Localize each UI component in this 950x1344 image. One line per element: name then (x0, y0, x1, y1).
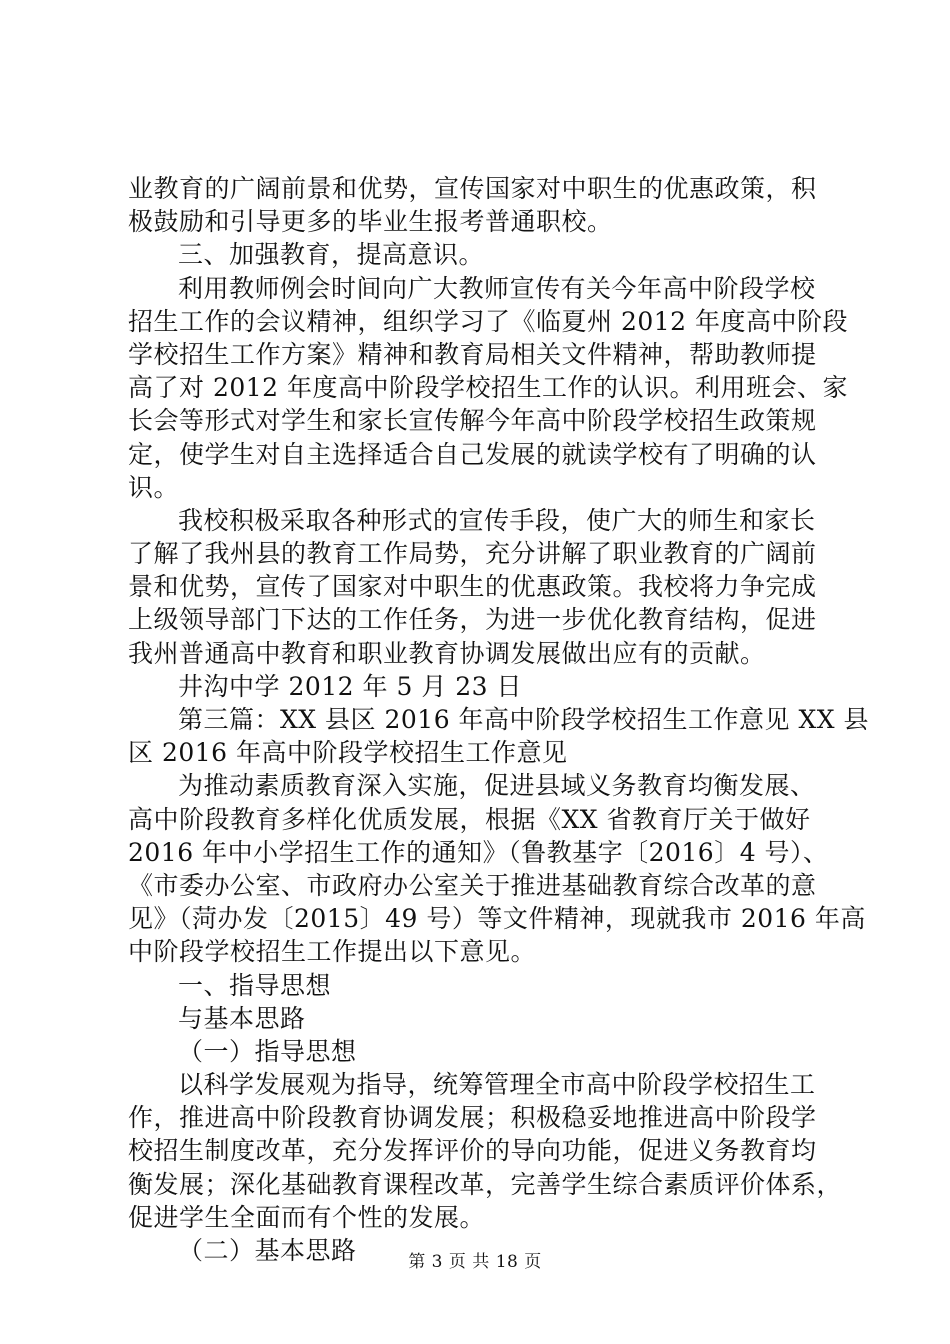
text-line: 校招生制度改革，充分发挥评价的导向功能，促进义务教育均 (128, 1136, 817, 1166)
text-line: 了解了我州县的教育工作局势，充分讲解了职业教育的广阔前 (128, 539, 817, 569)
text-line: 利用教师例会时间向广大教师宣传有关今年高中阶段学校 (178, 273, 816, 303)
text-line: 作，推进高中阶段教育协调发展；积极稳妥地推进高中阶段学 (128, 1103, 817, 1133)
text-line: 高中阶段教育多样化优质发展，根据《XX 省教育厅关于做好 (128, 804, 811, 834)
text-line: 高了对 2012 年度高中阶段学校招生工作的认识。利用班会、家 (128, 373, 849, 403)
document-body (128, 172, 870, 1267)
text-line: 长会等形式对学生和家长宣传解今年高中阶段学校招生政策规 (128, 406, 817, 436)
text-line: 中阶段学校招生工作提出以下意见。 (128, 937, 537, 967)
text-line: 极鼓励和引导更多的毕业生报考普通职校。 (128, 207, 613, 237)
text-line: 见》（菏办发〔2015〕49 号）等文件精神，现就我市 2016 年高 (128, 904, 866, 934)
text-line: 三、加强教育，提高意识。 (178, 240, 485, 270)
text-line: 井沟中学 2012 年 5 月 23 日 (178, 671, 523, 701)
text-line: （二）基本思路 (178, 1236, 357, 1265)
text-line: 业教育的广阔前景和优势，宣传国家对中职生的优惠政策，积 (128, 174, 817, 203)
text-line: 区 2016 年高中阶段学校招生工作意见 (128, 738, 568, 768)
text-line: 衡发展；深化基础教育课程改革，完善学生综合素质评价体系， (128, 1169, 843, 1199)
text-line: 为推动素质教育深入实施，促进县域义务教育均衡发展、 (178, 771, 816, 801)
text-line: 学校招生工作方案》精神和教育局相关文件精神，帮助教师提 (128, 339, 817, 369)
text-line: 与基本思路 (178, 1003, 306, 1033)
text-line: 定，使学生对自主选择适合自己发展的就读学校有了明确的认 (128, 439, 817, 469)
text-line: 促进学生全面而有个性的发展。 (128, 1202, 486, 1232)
text-line: 第三篇：XX 县区 2016 年高中阶段学校招生工作意见 XX 县 (178, 705, 870, 734)
text-line: 识。 (128, 472, 180, 502)
text-line: 《市委办公室、市政府办公室关于推进基础教育综合改革的意 (128, 870, 817, 900)
text-line: 上级领导部门下达的工作任务，为进一步优化教育结构，促进 (128, 605, 817, 635)
text-line: 2016 年中小学招生工作的通知》（鲁教基字〔2016〕4 号）、 (128, 837, 829, 867)
text-line: （一）指导思想 (178, 1036, 357, 1066)
text-line: 景和优势，宣传了国家对中职生的优惠政策。我校将力争完成 (128, 572, 817, 602)
text-line: 招生工作的会议精神，组织学习了《临夏州 2012 年度高中阶段 (128, 306, 849, 336)
text-line: 我校积极采取各种形式的宣传手段，使广大的师生和家长 (178, 505, 816, 535)
text-line: 我州普通高中教育和职业教育协调发展做出应有的贡献。 (128, 638, 766, 668)
text-line: 以科学发展观为指导，统筹管理全市高中阶段学校招生工 (178, 1070, 816, 1100)
page-footer: 第 3 页 共 18 页 (408, 1252, 542, 1272)
text-line: 一、指导思想 (178, 970, 332, 1000)
